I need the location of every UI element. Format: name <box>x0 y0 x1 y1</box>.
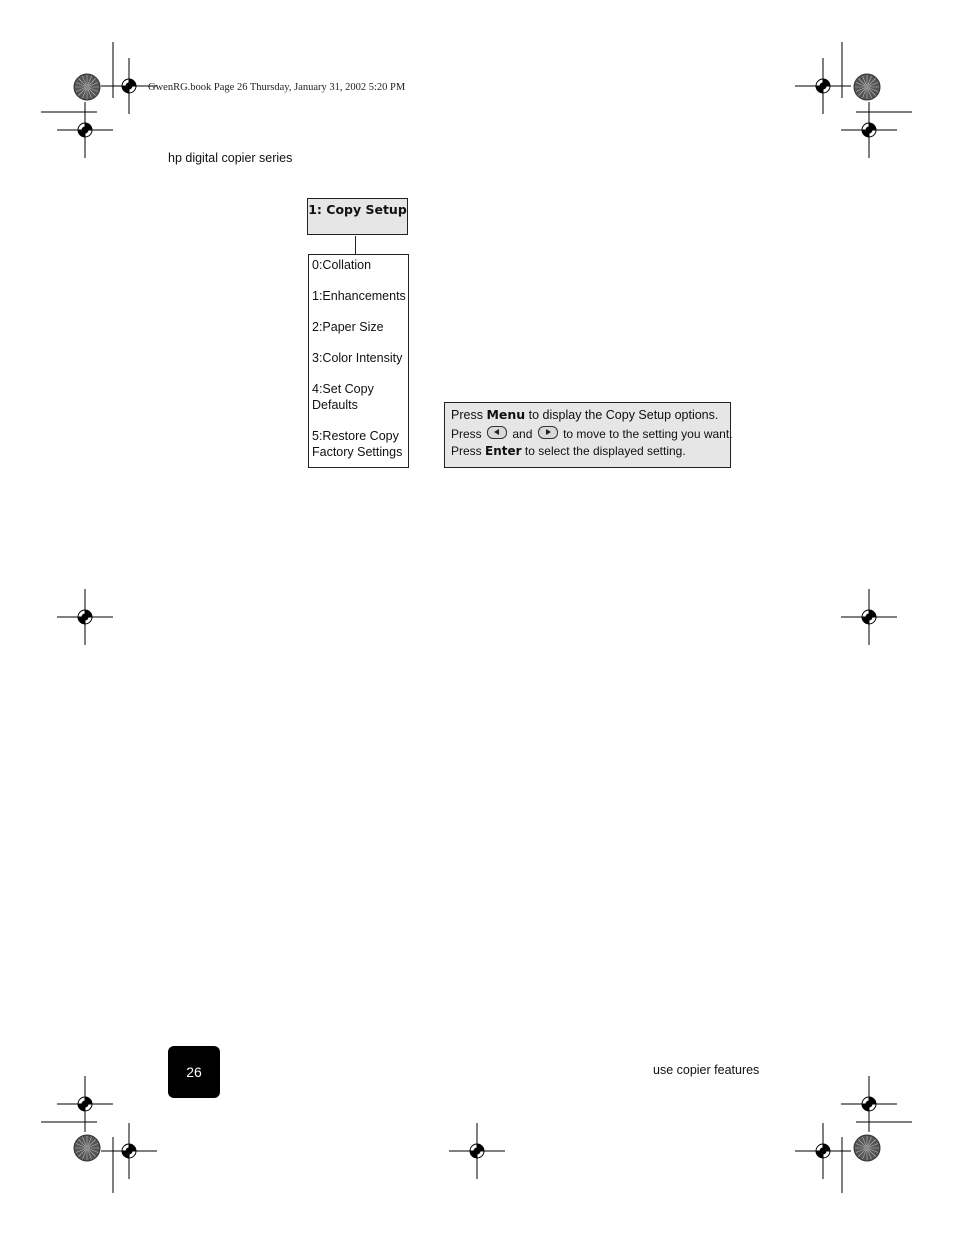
note-text: Press <box>451 408 483 422</box>
page-number-tab <box>168 1046 220 1098</box>
color-target-icon <box>74 1135 100 1161</box>
menu-option: 2:Paper Size <box>312 320 384 334</box>
color-target-icon <box>854 1135 880 1161</box>
running-head: hp digital copier series <box>168 151 293 165</box>
note-text: to display the Copy Setup options. <box>528 408 719 422</box>
menu-option: 0:Collation <box>312 258 372 272</box>
instruction-note <box>444 402 731 468</box>
registration-mark-icon <box>57 589 113 645</box>
color-target-icon <box>74 74 100 100</box>
menu-connector-line <box>355 236 356 255</box>
left-arrow-button-icon <box>487 426 507 439</box>
note-text: to select the displayed setting. <box>524 444 686 458</box>
crop-lines <box>41 42 912 1193</box>
registration-mark-icon <box>795 58 851 114</box>
note-line-2 <box>451 426 733 443</box>
menu-option: 1:Enhancements <box>312 289 406 303</box>
menu-option: 4:Set Copy Defaults <box>312 382 374 412</box>
note-line-1 <box>451 406 724 424</box>
registration-mark-icon <box>841 1076 897 1132</box>
registration-mark-icon <box>101 1123 157 1179</box>
page-number: 26 <box>186 1064 202 1080</box>
menu-header: 1: Copy Setup <box>307 198 408 235</box>
note-text: Press <box>451 444 482 458</box>
menu-options-list <box>308 254 409 468</box>
printer-slug-line: GwenRG.book Page 26 Thursday, January 31, 2002 5:20 PM <box>148 82 406 93</box>
right-arrow-button-icon <box>538 426 558 439</box>
note-text: and <box>512 427 533 441</box>
note-line-3 <box>451 443 724 460</box>
registration-mark-icon <box>57 102 113 158</box>
registration-mark-icon <box>57 1076 113 1132</box>
color-target-icon <box>854 74 880 100</box>
enter-key-label: Enter <box>485 444 522 458</box>
note-text: to move to the setting you want. <box>563 427 733 441</box>
menu-option: 5:Restore Copy Factory Settings <box>312 429 403 459</box>
registration-mark-icon <box>795 1123 851 1179</box>
registration-mark-icon <box>841 102 897 158</box>
running-foot: use copier features <box>653 1063 760 1077</box>
registration-mark-icon <box>841 589 897 645</box>
note-text: Press <box>451 427 482 441</box>
menu-key-label: Menu <box>486 407 526 422</box>
menu-option: 3:Color Intensity <box>312 351 403 365</box>
registration-mark-icon <box>449 1123 505 1179</box>
